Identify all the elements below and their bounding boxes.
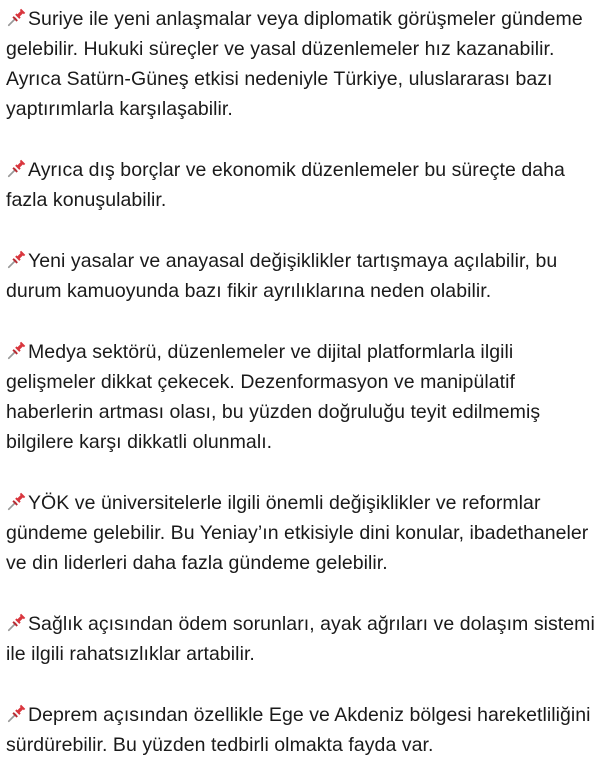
pushpin-icon: [6, 490, 28, 512]
pushpin-icon: [6, 248, 28, 270]
paragraph-text: Ayrıca dış borçlar ve ekonomik düzenlemeler bu süreçte daha fazla konuşulabilir.: [6, 159, 565, 211]
pushpin-icon: [6, 702, 28, 724]
paragraph-1: [6, 4, 596, 124]
paragraph-text: Medya sektörü, düzenlemeler ve dijital platformlarla ilgili gelişmeler dikkat çekecek. Dezenformasyon ve manipülatif haberlerin artması olası, bu yüzden doğruluğu teyit edilmemiş bilgilere karşı dikkatli olunmalı.: [6, 341, 541, 453]
paragraph-4: [6, 337, 596, 457]
paragraph-text: Deprem açısından özellikle Ege ve Akdeniz bölgesi hareketliliğini sürdürebilir. Bu yüzden tedbirli olmakta fayda var.: [6, 704, 591, 756]
paragraph-3: [6, 246, 596, 306]
paragraph-5: [6, 488, 596, 578]
paragraph-text: YÖK ve üniversitelerle ilgili önemli değişiklikler ve reformlar gündeme gelebilir. Bu Yeniay’ın etkisiyle dini konular, ibadethaneler ve din liderleri daha fazla gündeme gelebilir.: [6, 492, 589, 574]
paragraph-text: Yeni yasalar ve anayasal değişiklikler tartışmaya açılabilir, bu durum kamuoyunda bazı fikir ayrılıklarına neden olabilir.: [6, 250, 558, 302]
pushpin-icon: [6, 157, 28, 179]
paragraph-text: Sağlık açısından ödem sorunları, ayak ağrıları ve dolaşım sistemi ile ilgili rahatsızlıklar artabilir.: [6, 613, 595, 665]
pushpin-icon: [6, 339, 28, 361]
document-body: [6, 4, 596, 760]
pushpin-icon: [6, 611, 28, 633]
paragraph-2: [6, 155, 596, 215]
pushpin-icon: [6, 6, 28, 28]
paragraph-text: Suriye ile yeni anlaşmalar veya diplomatik görüşmeler gündeme gelebilir. Hukuki süreçler ve yasal düzenlemeler hız kazanabilir. Ayrıca Satürn-Güneş etkisi nedeniyle Türkiye, uluslararası bazı yaptırımlarla karşılaşabilir.: [6, 8, 583, 120]
paragraph-7: [6, 700, 596, 760]
paragraph-6: [6, 609, 596, 669]
